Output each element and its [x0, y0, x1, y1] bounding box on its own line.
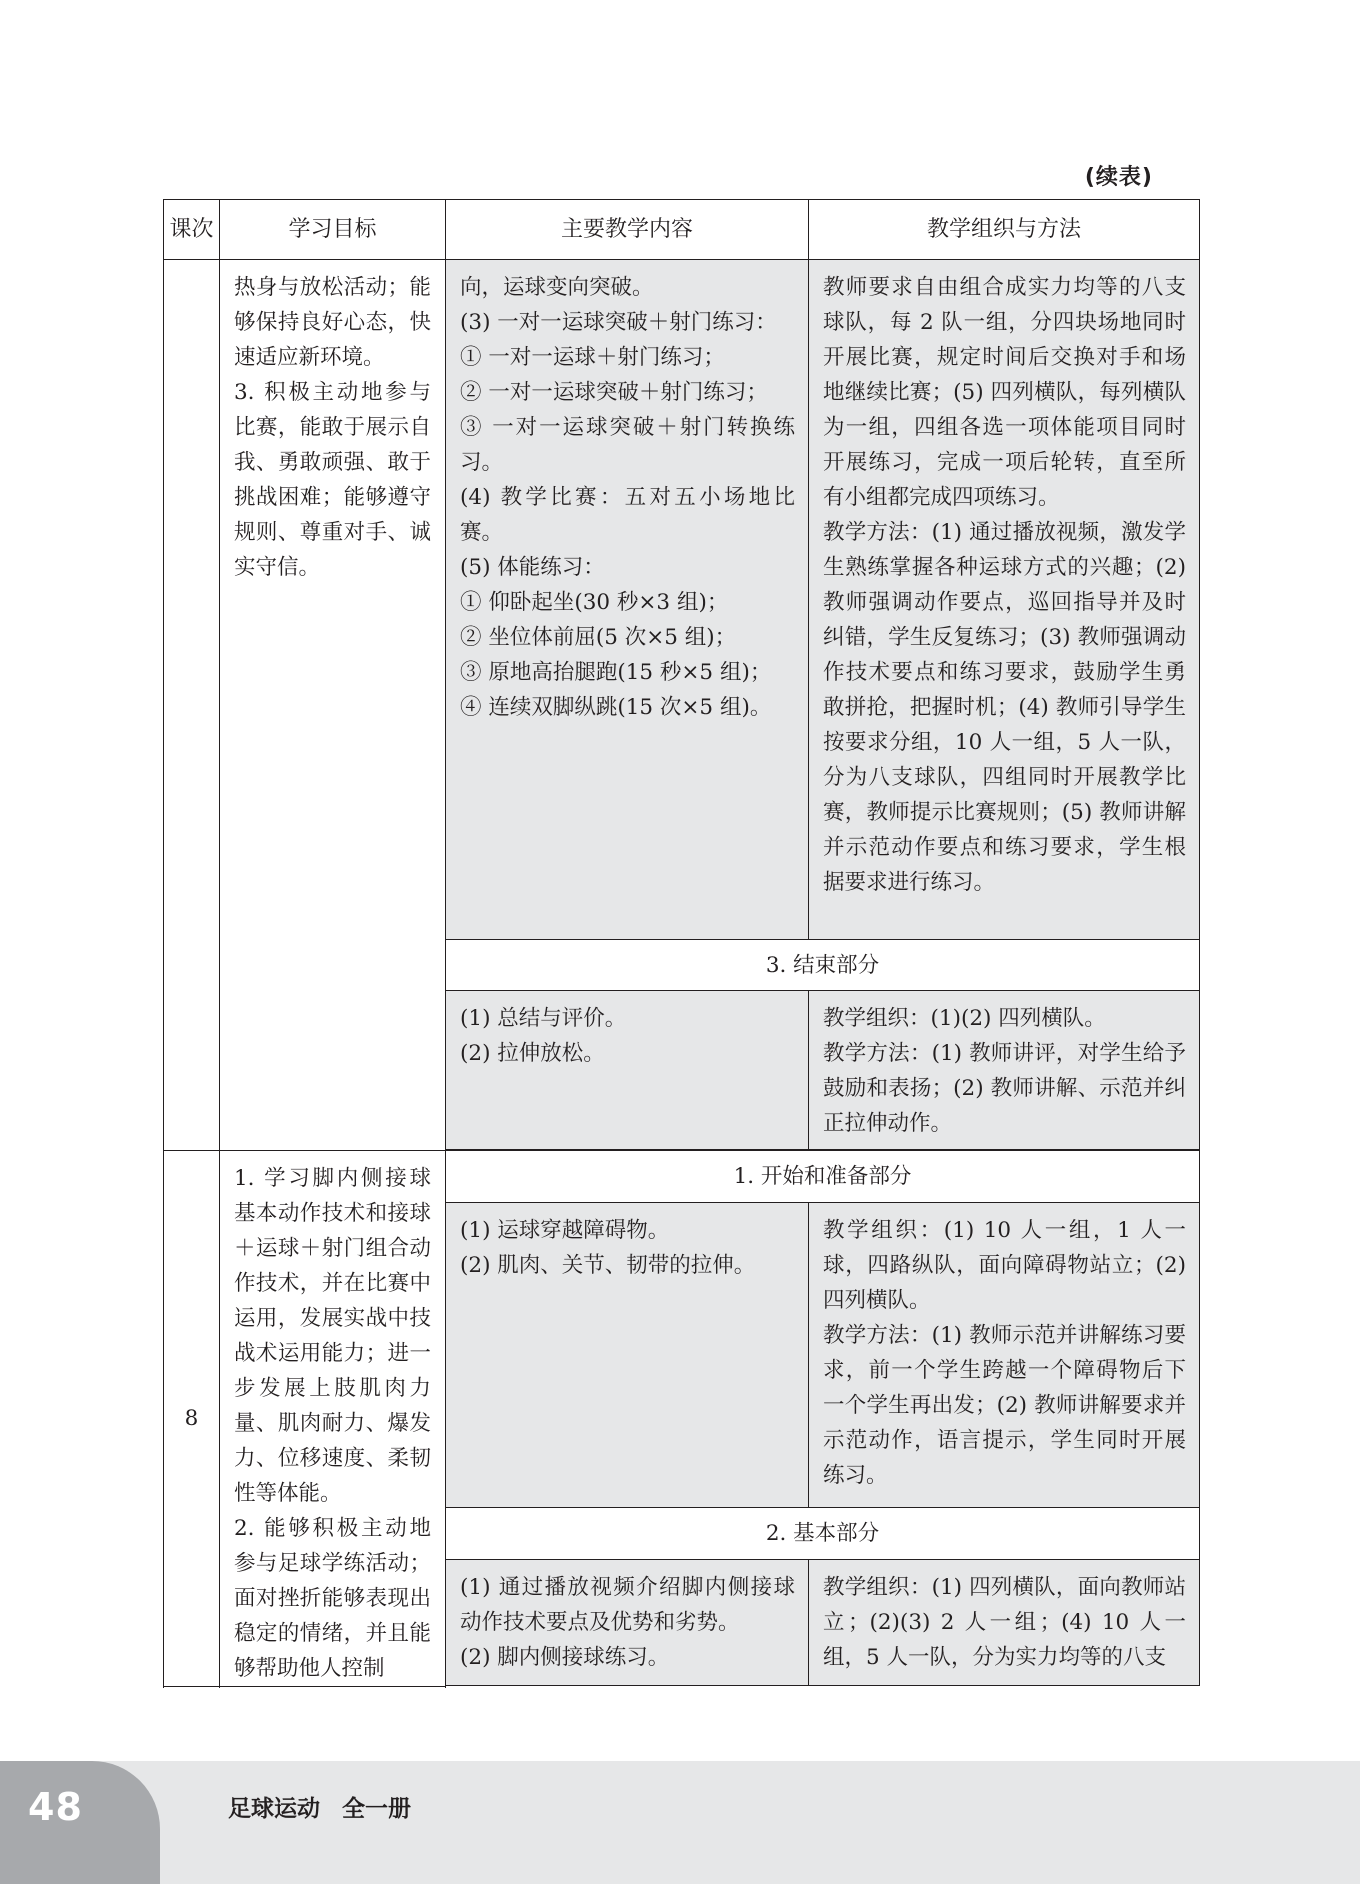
method-text: 教学组织：(1) 10 人一组，1 人一球，四路纵队，面向障碍物站立；(2) 四列横队。 — [823, 1218, 1186, 1314]
header-organization-method: 教学组织与方法 — [809, 200, 1200, 260]
row7-basic — [164, 260, 1200, 940]
book-title: 足球运动 全一册 — [228, 1796, 412, 1822]
continued-label: (续表) — [1084, 165, 1153, 190]
row7-goals — [220, 260, 446, 1151]
row8-start-section — [164, 1151, 1200, 1203]
goal-text: 2. 能够积极主动地参与足球学练活动；面对挫折能够表现出稳定的情绪，并且能够帮助他人控制 — [234, 1516, 431, 1681]
section-heading-start: 1. 开始和准备部分 — [446, 1151, 1200, 1203]
content-line: (5) 体能练习： — [460, 555, 605, 580]
row7-basic-method — [809, 260, 1200, 940]
content-line: ③ 一对一运球突破＋射门转换练习。 — [460, 415, 795, 475]
content-line: (1) 通过播放视频介绍脚内侧接球动作技术要点及优势和劣势。 — [460, 1575, 795, 1635]
row8-start-method — [809, 1203, 1200, 1508]
section-heading-basic: 2. 基本部分 — [446, 1507, 1200, 1559]
method-text: 教学组织：(1)(2) 四列横队。 — [823, 1006, 1106, 1031]
header-lesson-no: 课次 — [164, 200, 220, 260]
row7-basic-content — [446, 260, 809, 940]
content-line: (3) 一对一运球突破＋射门练习： — [460, 310, 777, 335]
content-line: (2) 脚内侧接球练习。 — [460, 1645, 670, 1670]
header-row — [164, 200, 1200, 260]
content-line: (2) 肌肉、关节、韧带的拉伸。 — [460, 1253, 756, 1279]
row8-start-content — [446, 1203, 809, 1508]
content-line: ② 一对一运球突破＋射门练习； — [460, 380, 768, 405]
row7-end-content — [446, 991, 809, 1150]
content-line: 向，运球变向突破。 — [460, 275, 654, 300]
content-line: (4) 教学比赛：五对五小场地比赛。 — [460, 485, 795, 545]
row8-lesson-no: 8 — [164, 1151, 220, 1687]
content-line: ④ 连续双脚纵跳(15 次×5 组)。 — [460, 695, 772, 720]
row7-end-method — [809, 991, 1200, 1150]
content-line: ③ 原地高抬腿跑(15 秒×5 组)； — [460, 660, 772, 685]
section-heading-end: 3. 结束部分 — [446, 940, 1200, 991]
method-text: 教师要求自由组合成实力均等的八支球队，每 2 队一组，分四块场地同时开展比赛，规定时间后交换对手和场地继续比赛；(5) 四列横队，每列横队为一组，四组各选一项体能项目同时开展练习，完成一项后轮转，直至所有小组都完成四项练习。 — [823, 275, 1186, 510]
lesson-plan-table — [163, 199, 1200, 1687]
header-learning-goals: 学习目标 — [220, 200, 446, 260]
method-text: 教学组织：(1) 四列横队，面向教师站立；(2)(3) 2 人一组；(4) 10 人一组，5 人一队，分为实力均等的八支 — [823, 1575, 1186, 1670]
row8-basic-method — [809, 1560, 1200, 1686]
method-text: 教学方法：(1) 通过播放视频，激发学生熟练掌握各种运球方式的兴趣；(2) 教师强调动作要点，巡回指导并及时纠错，学生反复练习；(3) 教师强调动作技术要点和练习要求，鼓励学生勇敢拼抢，把握时机；(4) 教师引导学生按要求分组，10 人一组，5 人一队，分为八支球队，四组同时开展教学比赛，教师提示比赛规则；(5) 教师讲解并示范动作要点和练习要求，学生根据要求进行练习。 — [823, 520, 1186, 895]
content-line: ① 仰卧起坐(30 秒×3 组)； — [460, 590, 729, 615]
method-text: 教学方法：(1) 教师示范并讲解练习要求，前一个学生跨越一个障碍物后下一个学生再出发；(2) 教师讲解要求并示范动作，语言提示，学生同时开展练习。 — [823, 1323, 1186, 1489]
goal-text: 3. 积极主动地参与比赛，能敢于展示自我、勇敢顽强、敢于挑战困难；能够遵守规则、尊重对手、诚实守信。 — [234, 380, 431, 580]
content-line: (1) 总结与评价。 — [460, 1006, 627, 1031]
header-main-content: 主要教学内容 — [446, 200, 809, 260]
goal-text: 热身与放松活动；能够保持良好心态，快速适应新环境。 — [234, 275, 431, 370]
page-number: 48 — [28, 1785, 83, 1829]
row8-goals — [220, 1151, 446, 1687]
method-text: 教学方法：(1) 教师讲评，对学生给予鼓励和表扬；(2) 教师讲解、示范并纠正拉伸动作。 — [823, 1041, 1186, 1136]
row7-lesson-cell — [164, 260, 220, 1151]
row8-basic-content — [446, 1560, 809, 1686]
content-line: ① 一对一运球＋射门练习； — [460, 345, 725, 370]
content-line: ② 坐位体前屈(5 次×5 组)； — [460, 625, 737, 650]
footer-band — [0, 1761, 1360, 1884]
content-line: (1) 运球穿越障碍物。 — [460, 1218, 670, 1244]
goal-text: 1. 学习脚内侧接球基本动作技术和接球＋运球＋射门组合动作技术，并在比赛中运用，发展实战中技战术运用能力；进一步发展上肢肌肉力量、肌肉耐力、爆发力、位移速度、柔韧性等体能。 — [234, 1166, 431, 1506]
content-line: (2) 拉伸放松。 — [460, 1041, 605, 1066]
